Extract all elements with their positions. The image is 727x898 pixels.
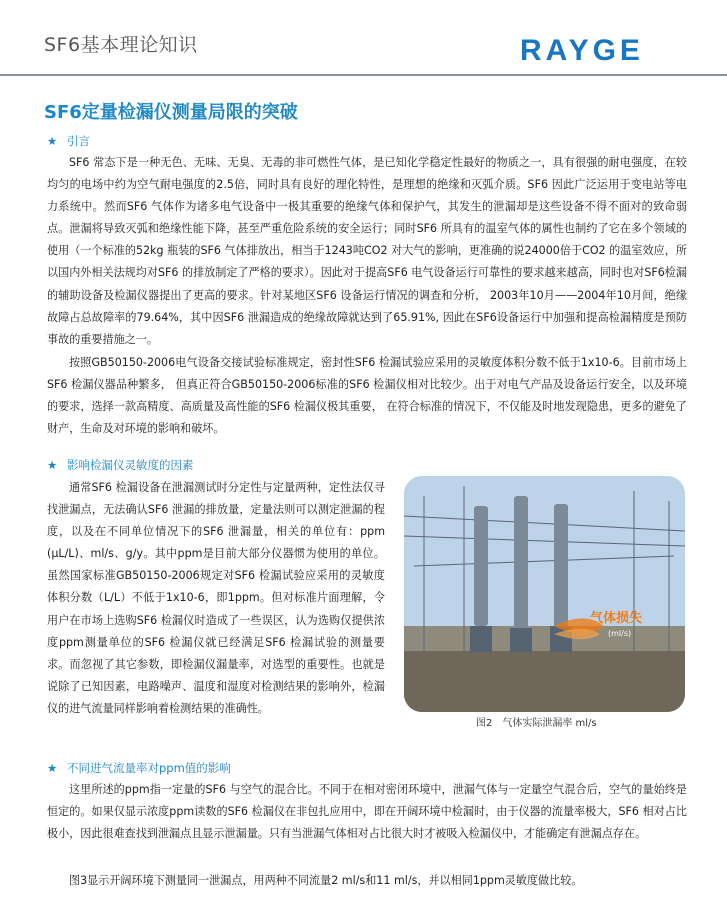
document-title: SF6定量检漏仪测量局限的突破 xyxy=(44,102,298,123)
substation-illustration xyxy=(404,476,685,712)
overlay-unit: (ml/s) xyxy=(608,629,632,638)
section-heading-text: 不同进气流量率对ppm值的影响 xyxy=(67,761,231,775)
section-heading-sensitivity xyxy=(47,457,194,473)
paragraph-intro-2: 按照GB50150-2006电气设备交接试验标准规定，密封性SF6 检漏试验应采用的灵敏度体积分数不低于1x10-6。目前市场上SF6 检漏仪器品种繁多， 但真正符合GB50150-2006标准的SF6 检漏仪相对比较少。出于对电气产品及设备运行安全，以及环境的要求，选择一款高精度、高质量及高性能的SF6 检漏仪极其重要， 在符合标准的情况下，不仅能及时地发现隐患，更多的避免了财产，生命及对环境的影响和破坏。 xyxy=(47,356,687,436)
star-icon: ★ xyxy=(47,458,58,472)
rayge-logo: RAYGE xyxy=(520,34,644,67)
page-header xyxy=(0,0,727,88)
section-heading-intro xyxy=(47,133,90,149)
header-divider xyxy=(0,74,727,76)
paragraph-sensitivity-1: 通常SF6 检漏设备在泄漏测试时分定性与定量两种，定性法仅寻找泄漏点，无法确认SF6 泄漏的排放量，定量法则可以测定泄漏的程度，以及在不同单位情况下的SF6 泄漏量，相关的单位有：ppm (µL/L)、ml/s、g/y。其中ppm是目前大部分仪器惯为使用的单位。虽然国家标准GB50150-2006规定对SF6 检漏试验应采用的灵敏度体积分数（L/L）不低于1x10-6，即1ppm。但对标准片面理解，令用户在市场上选购SF6 检漏仪时造成了一些误区，认为选购仅提供浓度ppm测量单位的SF6 检漏仪就已经满足SF6 检漏试验的测量要求。而忽视了其它参数，即检漏仪漏量率，对选型的重要性。也就是说除了已知因素，电路噪声、温度和湿度对检测结果的影响外，检漏仪的进气流量同样影响着检测结果的准确性。 xyxy=(47,481,385,715)
section-heading-text: 引言 xyxy=(67,134,90,148)
substation-photo xyxy=(404,476,685,712)
paragraph-intro-1: SF6 常态下是一种无色、无味、无臭、无毒的非可燃性气体，是已知化学稳定性最好的物质之一，具有很强的耐电强度，在较均匀的电场中约为空气耐电强度的2.5倍，同时具有良好的理化特性，是理想的绝缘和灭弧介质。SF6 因此广泛运用于变电站等电力系统中。然而SF6 气体作为诸多电气设备中一极其重要的绝缘气体和保护气，其发生的泄漏却是这些设备不得不面对的致命弱点。泄漏将导致灭弧和绝缘性能下降，甚至严重危险系统的安全运行；同时SF6 所具有的温室气体的属性也制约了它在多个领域的使用（一个标准的52kg 瓶装的SF6 气体排放出，相当于1243吨CO2 对大气的影响，更准确的说24000倍于CO2 的温室效应，所以国内外相关法规均对SF6 的排放制定了严格的要求）。因此对于提高SF6 电气设备运行可靠性的要求越来越高，同时也对SF6检漏的辅助设备及检漏仪器提出了更高的要求。针对某地区SF6 设备运行情况的调查和分析， 2003年10月——2004年10月间，绝缘故障占总故障率的79.64%，其中因SF6 泄漏造成的绝缘故障就达到了65.91%, 因此在SF6设备运行中加强和提高检漏精度是预防事故的重要措施之一。 xyxy=(47,156,687,346)
section-heading-flow-rate xyxy=(47,760,231,776)
paragraph-flow-rate-2: 图3显示开阔环境下测量同一泄漏点，用两种不同流量2 ml/s和11 ml/s，并以相同1ppm灵敏度做比较。 xyxy=(69,874,583,887)
star-icon: ★ xyxy=(47,761,58,775)
figure-caption: 图2 气体实际泄漏率 ml/s xyxy=(476,718,597,729)
overlay-label: 气体损失 xyxy=(590,611,643,626)
header-title: SF6基本理论知识 xyxy=(44,34,198,56)
paragraph-flow-rate-1: 这里所述的ppm指一定量的SF6 与空气的混合比。不同于在相对密闭环境中，泄漏气体与一定量空气混合后，空气的量始终是恒定的。如果仅显示浓度ppm读数的SF6 检漏仪在非包扎应用中，即在开阔环境中检漏时，由于仪器的流量率极大，SF6 相对占比极小，因此很难查找到泄漏点且显示泄漏量。只有当泄漏气体相对占比很大时才被吸入检漏仪中，才能确定有泄漏点存在。 xyxy=(47,783,687,841)
star-icon: ★ xyxy=(47,134,58,148)
section-heading-text: 影响检漏仪灵敏度的因素 xyxy=(67,458,194,472)
